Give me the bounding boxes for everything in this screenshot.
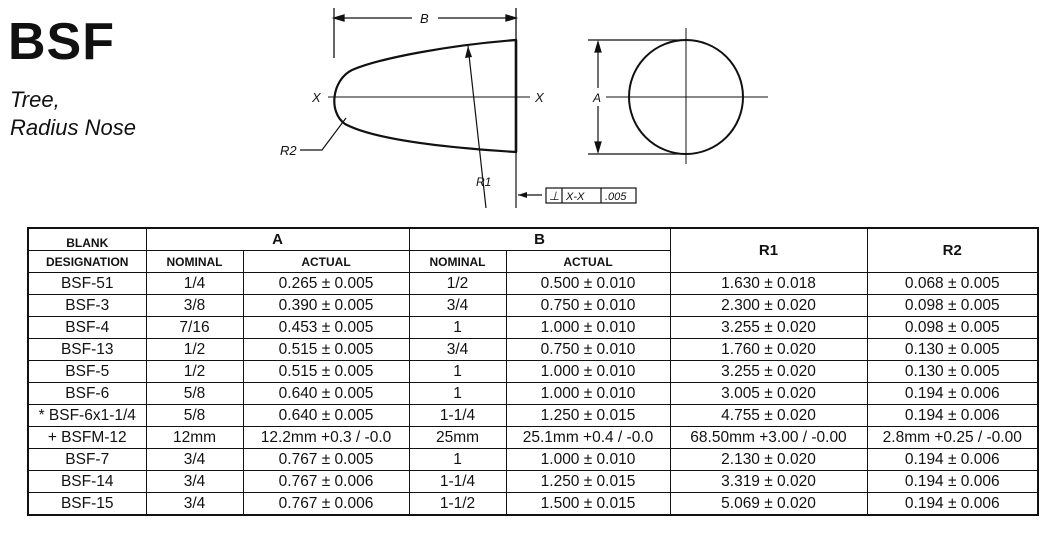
- table-row: [28, 449, 1038, 471]
- cell-a-nominal: 1/4: [146, 273, 243, 295]
- cell-b-actual: 0.500 ± 0.010: [506, 273, 670, 295]
- label-b: B: [420, 11, 429, 26]
- header-b: B: [409, 228, 670, 251]
- header-nominal-a: NOMINAL: [146, 251, 243, 273]
- cell-r2: 0.194 ± 0.006: [867, 471, 1038, 493]
- r1-arrow: [465, 46, 472, 58]
- cell-a-actual: 0.767 ± 0.006: [243, 493, 409, 516]
- cell-designation: BSF-5: [28, 361, 146, 383]
- tolerance-arrow: [518, 192, 527, 198]
- table-row: [28, 339, 1038, 361]
- tolerance-symbol: ⊥: [549, 189, 560, 203]
- cell-designation: BSF-51: [28, 273, 146, 295]
- cell-b-nominal: 3/4: [409, 339, 506, 361]
- cell-a-nominal: 3/4: [146, 493, 243, 516]
- cell-a-actual: 0.453 ± 0.005: [243, 317, 409, 339]
- header-r2: R2: [867, 228, 1038, 273]
- cell-r1: 68.50mm +3.00 / -0.00: [670, 427, 867, 449]
- label-r1: R1: [476, 175, 492, 189]
- label-r2: R2: [280, 143, 297, 158]
- cell-a-nominal: 3/4: [146, 449, 243, 471]
- cell-r2: 0.130 ± 0.005: [867, 339, 1038, 361]
- cell-designation: BSF-3: [28, 295, 146, 317]
- cell-a-actual: 0.640 ± 0.005: [243, 383, 409, 405]
- cell-designation: * BSF-6x1-1/4: [28, 405, 146, 427]
- cell-a-nominal: 1/2: [146, 361, 243, 383]
- cell-designation: BSF-4: [28, 317, 146, 339]
- cell-b-actual: 1.000 ± 0.010: [506, 317, 670, 339]
- cell-a-nominal: 7/16: [146, 317, 243, 339]
- tolerance-value: .005: [605, 191, 627, 203]
- r2-leader: [300, 118, 346, 150]
- cell-r1: 2.300 ± 0.020: [670, 295, 867, 317]
- cell-b-actual: 1.250 ± 0.015: [506, 405, 670, 427]
- table-row: [28, 273, 1038, 295]
- cell-a-actual: 12.2mm +0.3 / -0.0: [243, 427, 409, 449]
- cell-a-actual: 0.390 ± 0.005: [243, 295, 409, 317]
- cell-designation: BSF-6: [28, 383, 146, 405]
- cell-b-nominal: 1-1/2: [409, 493, 506, 516]
- cell-r2: 0.194 ± 0.006: [867, 405, 1038, 427]
- header-row-top: [28, 228, 1038, 251]
- tolerance-frame: [546, 188, 636, 203]
- cell-r1: 3.319 ± 0.020: [670, 471, 867, 493]
- cell-r2: 0.194 ± 0.006: [867, 493, 1038, 516]
- table-row: [28, 361, 1038, 383]
- table-row: [28, 317, 1038, 339]
- table-row: [28, 471, 1038, 493]
- specification-table: [27, 227, 1039, 516]
- technical-drawing: [0, 0, 1055, 225]
- cell-b-nominal: 1/2: [409, 273, 506, 295]
- cell-a-nominal: 1/2: [146, 339, 243, 361]
- table-row: [28, 405, 1038, 427]
- header-actual-a: ACTUAL: [243, 251, 409, 273]
- cell-r1: 4.755 ± 0.020: [670, 405, 867, 427]
- cell-a-actual: 0.515 ± 0.005: [243, 361, 409, 383]
- cell-b-nominal: 1: [409, 361, 506, 383]
- cell-r2: 0.068 ± 0.005: [867, 273, 1038, 295]
- cell-b-nominal: 1-1/4: [409, 405, 506, 427]
- cell-b-actual: 0.750 ± 0.010: [506, 339, 670, 361]
- cell-a-actual: 0.515 ± 0.005: [243, 339, 409, 361]
- cell-b-actual: 1.250 ± 0.015: [506, 471, 670, 493]
- cell-b-actual: 1.000 ± 0.010: [506, 383, 670, 405]
- table-row: [28, 295, 1038, 317]
- cell-r1: 3.005 ± 0.020: [670, 383, 867, 405]
- cell-a-nominal: 3/4: [146, 471, 243, 493]
- cell-designation: BSF-15: [28, 493, 146, 516]
- header-a: A: [146, 228, 409, 251]
- cell-r2: 0.194 ± 0.006: [867, 449, 1038, 471]
- cell-b-nominal: 25mm: [409, 427, 506, 449]
- cell-r1: 5.069 ± 0.020: [670, 493, 867, 516]
- cell-b-actual: 1.000 ± 0.010: [506, 361, 670, 383]
- header-r1: R1: [670, 228, 867, 273]
- cell-b-nominal: 1: [409, 383, 506, 405]
- cell-a-actual: 0.640 ± 0.005: [243, 405, 409, 427]
- cell-designation: + BSFM-12: [28, 427, 146, 449]
- cell-b-nominal: 1: [409, 449, 506, 471]
- cell-r1: 3.255 ± 0.020: [670, 317, 867, 339]
- cell-b-nominal: 3/4: [409, 295, 506, 317]
- cell-a-nominal: 5/8: [146, 383, 243, 405]
- cell-b-actual: 1.000 ± 0.010: [506, 449, 670, 471]
- cell-b-actual: 0.750 ± 0.010: [506, 295, 670, 317]
- cell-r2: 0.194 ± 0.006: [867, 383, 1038, 405]
- header-blank-bottom: DESIGNATION: [28, 251, 146, 273]
- cell-a-nominal: 12mm: [146, 427, 243, 449]
- table-row: [28, 493, 1038, 516]
- cell-r2: 2.8mm +0.25 / -0.00: [867, 427, 1038, 449]
- cell-r1: 3.255 ± 0.020: [670, 361, 867, 383]
- cell-a-nominal: 5/8: [146, 405, 243, 427]
- label-x-left: X: [312, 90, 321, 105]
- cell-r2: 0.098 ± 0.005: [867, 295, 1038, 317]
- cell-b-actual: 25.1mm +0.4 / -0.0: [506, 427, 670, 449]
- subtitle-line-1: Tree,: [10, 87, 60, 112]
- cell-r2: 0.130 ± 0.005: [867, 361, 1038, 383]
- page-title: BSF: [8, 13, 115, 71]
- cell-designation: BSF-7: [28, 449, 146, 471]
- cell-designation: BSF-14: [28, 471, 146, 493]
- cell-a-nominal: 3/8: [146, 295, 243, 317]
- cell-a-actual: 0.767 ± 0.006: [243, 471, 409, 493]
- cell-a-actual: 0.265 ± 0.005: [243, 273, 409, 295]
- cell-b-actual: 1.500 ± 0.015: [506, 493, 670, 516]
- cell-r1: 1.630 ± 0.018: [670, 273, 867, 295]
- cell-r1: 2.130 ± 0.020: [670, 449, 867, 471]
- cell-b-nominal: 1: [409, 317, 506, 339]
- subtitle-line-2: Radius Nose: [10, 115, 136, 140]
- tolerance-datum: X-X: [566, 191, 585, 203]
- header-actual-b: ACTUAL: [506, 251, 670, 273]
- cell-a-actual: 0.767 ± 0.005: [243, 449, 409, 471]
- table-row: [28, 427, 1038, 449]
- header-blank-top: BLANK: [28, 228, 146, 251]
- header-nominal-b: NOMINAL: [409, 251, 506, 273]
- label-a: A: [593, 91, 602, 105]
- bur-profile: [334, 40, 516, 152]
- cell-r2: 0.098 ± 0.005: [867, 317, 1038, 339]
- cell-b-nominal: 1-1/4: [409, 471, 506, 493]
- cell-r1: 1.760 ± 0.020: [670, 339, 867, 361]
- label-x-right: X: [535, 90, 544, 105]
- table-row: [28, 383, 1038, 405]
- cell-designation: BSF-13: [28, 339, 146, 361]
